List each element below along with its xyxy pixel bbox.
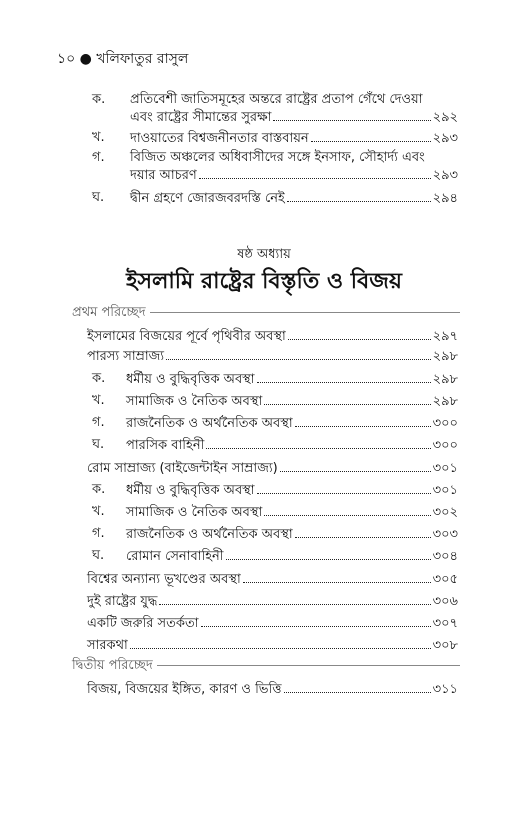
toc-entry-row — [126, 415, 458, 432]
toc-entry-title: সামাজিক ও নৈতিক অবস্থা — [126, 505, 263, 520]
leader-dots — [257, 482, 431, 494]
leader-dots — [280, 460, 431, 472]
toc-entry-title: সামাজিক ও নৈতিক অবস্থা — [126, 394, 263, 409]
leader-dots — [226, 548, 431, 560]
toc-entry-row — [126, 526, 458, 543]
toc-entry — [0, 548, 528, 566]
toc-entry-label: ঘ. — [92, 548, 105, 563]
toc-entry-page-number: ২৯৮ — [432, 349, 458, 364]
toc-entry-title: রাজনৈতিক ও অর্থনৈতিক অবস্থা — [126, 527, 293, 542]
leader-dots — [159, 593, 430, 605]
toc-entry-row — [130, 109, 458, 126]
leader-dots — [273, 109, 430, 121]
toc-entry-row — [130, 167, 458, 184]
toc-entry-title: এবং রাষ্ট্রের সীমান্তের সুরক্ষা — [130, 110, 272, 125]
leader-dots — [264, 393, 430, 405]
leader-dots — [130, 637, 431, 649]
toc-entry — [0, 92, 528, 126]
toc-entry-row — [87, 571, 458, 588]
toc-entry-title: সারকথা — [87, 638, 128, 653]
toc-entry — [0, 328, 528, 346]
toc-entry-title-line: বিজিত অঞ্চলের অধিবাসীদের সঙ্গে ইনসাফ, সৌহার্দ্য এবং — [130, 150, 425, 165]
toc-entry — [0, 371, 528, 389]
leader-dots — [284, 681, 431, 693]
toc-entry-page-number: ৩০২ — [432, 505, 458, 520]
toc-entry-title: ধর্মীয় ও বুদ্ধিবৃত্তিক অবস্থা — [126, 372, 255, 387]
toc-entry-label: ক. — [92, 371, 106, 386]
leader-dots — [288, 328, 431, 340]
toc-entry-page-number: ৩০৫ — [432, 572, 458, 587]
toc-entry-label: ক. — [92, 92, 106, 107]
toc-entry-title: রাজনৈতিক ও অর্থনৈতিক অবস্থা — [126, 416, 293, 431]
toc-entry-page-number: ৩০৩ — [432, 527, 458, 542]
toc-entry-title: বিশ্বের অন্যান্য ভূখণ্ডের অবস্থা — [87, 572, 241, 587]
chapter-label: ষষ্ঠ অধ্যায় — [237, 247, 291, 262]
toc-entry — [0, 482, 528, 500]
toc-entry-row — [87, 681, 458, 698]
toc-entry — [0, 504, 528, 522]
toc-entry-row — [87, 637, 458, 654]
toc-entry — [0, 571, 528, 589]
leader-dots — [206, 437, 430, 449]
toc-entry — [0, 460, 528, 478]
toc-entry-page-number: ৩০১ — [432, 483, 458, 498]
toc-entry-label: গ. — [92, 415, 105, 430]
leader-dots — [257, 371, 431, 383]
header-book-title: খলিফাতুর রাসুল — [96, 51, 189, 67]
toc-entry-page-number: ৩০৪ — [432, 549, 458, 564]
toc-entry-row — [87, 615, 458, 632]
toc-entry-label: ঘ. — [92, 190, 105, 205]
toc-entry-row — [126, 371, 458, 388]
chapter-title: ইসলামি রাষ্ট্রের বিস্তৃতি ও বিজয় — [126, 269, 402, 294]
toc-entry — [0, 637, 528, 655]
toc-entry-page-number: ২৯৪ — [432, 191, 458, 206]
toc-entry-title: পারস্য সাম্রাজ্য — [87, 349, 165, 364]
toc-entry-title: পারসিক বাহিনী — [126, 438, 205, 453]
leader-dots — [287, 190, 431, 202]
toc-entry-title-line: প্রতিবেশী জাতিসমূহের অন্তরে রাষ্ট্রের প্রতাপ গেঁথে দেওয়া — [130, 92, 423, 107]
leader-dots — [295, 526, 431, 538]
toc-entry — [0, 150, 528, 184]
toc-entry-page-number: ২৯৮ — [432, 372, 458, 387]
header-page-number: ১০ — [57, 51, 76, 67]
toc-entry-page-number: ৩০৭ — [432, 616, 458, 631]
header-bullet: ● — [79, 51, 92, 67]
toc-entry-row — [87, 348, 458, 365]
toc-entry-row — [130, 190, 458, 207]
toc-entry-title: দ্বীন গ্রহণে জোরজবরদস্তি নেই — [130, 191, 285, 206]
toc-entry-row — [126, 504, 458, 521]
leader-dots — [295, 415, 431, 427]
toc-entry-row — [87, 328, 458, 345]
toc-entry-page-number: ২৯৭ — [432, 329, 458, 344]
leader-dots — [201, 615, 431, 627]
toc-entry-page-number: ২৯৩ — [432, 131, 458, 146]
toc-entry-label: খ. — [92, 504, 105, 519]
toc-entry-row — [126, 482, 458, 499]
leader-dots — [311, 130, 431, 142]
leader-dots — [243, 571, 431, 583]
toc-entry-page-number: ৩০০ — [432, 416, 458, 431]
section-heading-second: দ্বিতীয় পরিচ্ছেদ — [72, 656, 157, 677]
toc-entry-label: খ. — [92, 393, 105, 408]
toc-entry-label: ঘ. — [92, 437, 105, 452]
toc-entry — [0, 526, 528, 544]
toc-entry-title: ইসলামের বিজয়ের পূর্বে পৃথিবীর অবস্থা — [87, 329, 286, 344]
toc-entry — [0, 415, 528, 433]
toc-entry-page-number: ২৯৩ — [432, 168, 458, 183]
toc-entry-label: গ. — [92, 526, 105, 541]
toc-entry-title: দুই রাষ্ট্রের যুদ্ধ — [87, 594, 158, 609]
toc-entry-row — [126, 393, 458, 410]
toc-entry-title: রোমান সেনাবাহিনী — [126, 549, 224, 564]
toc-entry — [0, 190, 528, 208]
toc-entry — [0, 437, 528, 455]
toc-entry-row — [130, 130, 458, 147]
toc-entry-page-number: ২৯৮ — [432, 394, 458, 409]
toc-entry-row — [87, 460, 458, 477]
toc-entry-title: একটি জরুরি সতর্কতা — [87, 616, 199, 631]
leader-dots — [199, 167, 431, 179]
toc-entry-row — [126, 437, 458, 454]
leader-dots — [166, 348, 431, 360]
toc-entry-title: ধর্মীয় ও বুদ্ধিবৃত্তিক অবস্থা — [126, 483, 255, 498]
toc-entry-title: দয়ার আচরণ — [130, 168, 197, 183]
toc-entry-page-number: ৩০৬ — [432, 594, 458, 609]
toc-entry-page-number: ৩০৮ — [432, 638, 458, 653]
toc-entry-row — [87, 593, 458, 610]
toc-entry-title: বিজয়, বিজয়ের ইঙ্গিত, কারণ ও ভিত্তি — [87, 682, 282, 697]
leader-dots — [264, 504, 430, 516]
toc-entry — [0, 130, 528, 148]
toc-entry-label: ক. — [92, 482, 106, 497]
toc-entry-page-number: ৩০০ — [432, 438, 458, 453]
toc-entry — [0, 615, 528, 633]
toc-entry-title: দাওয়াতের বিশ্বজনীনতার বাস্তবায়ন — [130, 131, 309, 146]
running-header — [57, 47, 188, 71]
toc-entry — [0, 393, 528, 411]
section-heading-first: প্রথম পরিচ্ছেদ — [72, 303, 150, 324]
toc-entry-label: গ. — [92, 150, 105, 165]
toc-entry-page-number: ৩১১ — [432, 682, 458, 697]
toc-entry — [0, 348, 528, 366]
toc-entry-label: খ. — [92, 130, 105, 145]
toc-entry-page-number: ৩০১ — [432, 461, 458, 476]
toc-entry — [0, 593, 528, 611]
toc-entry — [0, 681, 528, 699]
toc-entry-row — [126, 548, 458, 565]
toc-entry-page-number: ২৯২ — [432, 110, 458, 125]
toc-entry-title: রোম সাম্রাজ্য (বাইজেন্টাইন সাম্রাজ্য) — [87, 461, 278, 476]
